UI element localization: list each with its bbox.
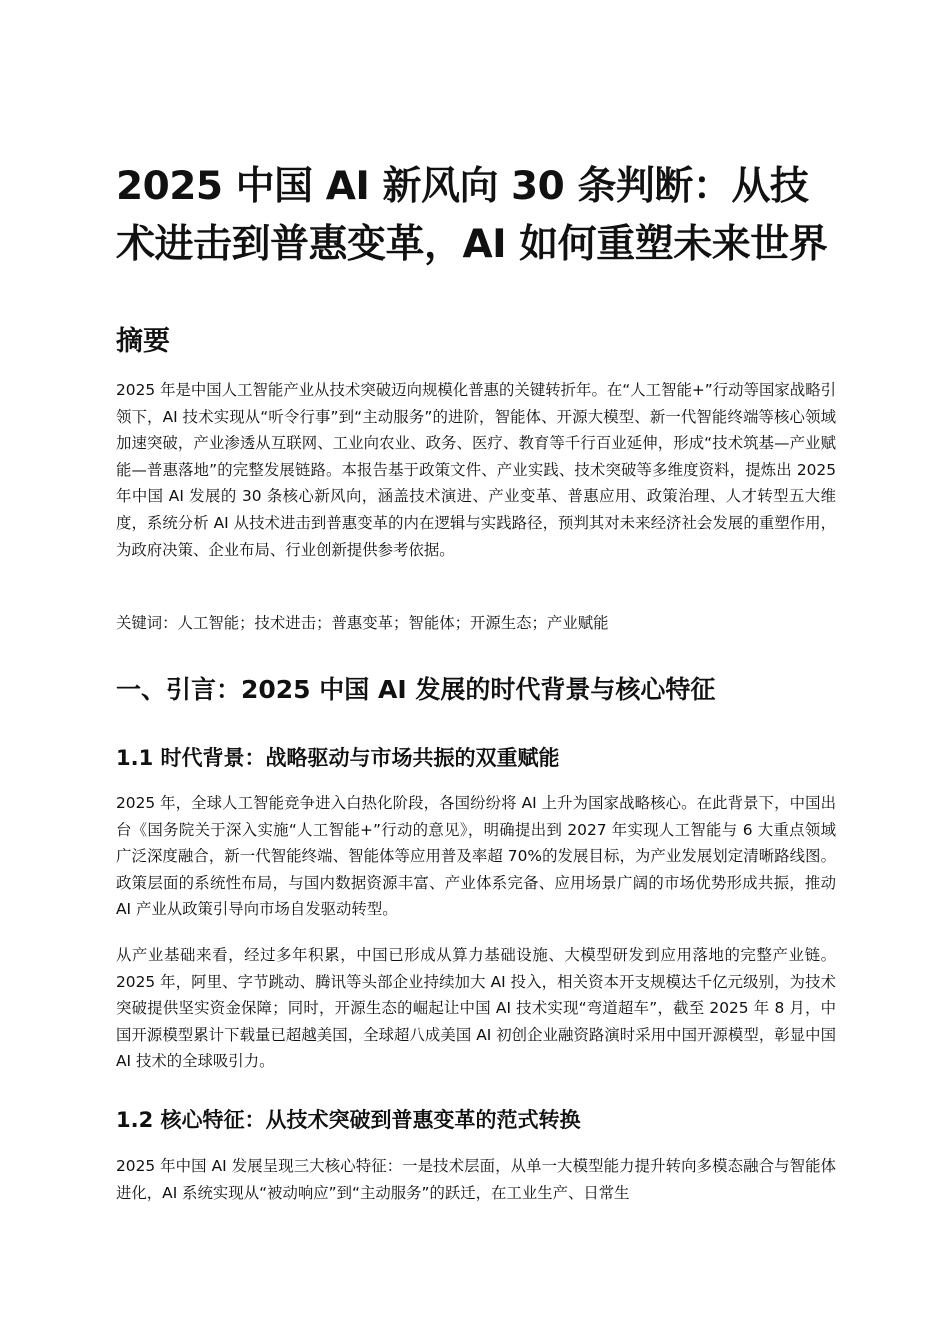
abstract-heading: 摘要 xyxy=(116,326,170,357)
section-1-1-paragraph-2: 从产业基础来看，经过多年积累，中国已形成从算力基础设施、大模型研发到应用落地的完整产业链。2025 年，阿里、字节跳动、腾讯等头部企业持续加大 AI 投入，相关资本开支规模达千亿元级别，为技术突破提供坚实资金保障；同时，开源生态的崛起让中国 AI 技术实现“弯道超车”，截至 2025 年 8 月，中国开源模型累计下载量已超越美国，全球超八成美国 AI 初创企业融资路演时采用中国开源模型，彰显中国 AI 技术的全球吸引力。 xyxy=(116,946,836,1071)
section-1-1-paragraph-1: 2025 年，全球人工智能竞争进入白热化阶段，各国纷纷将 AI 上升为国家战略核心。在此背景下，中国出台《国务院关于深入实施“人工智能+”行动的意见》，明确提出到 2027 年实现人工智能与 6 大重点领域广泛深度融合，新一代智能终端、智能体等应用普及率超 70%的发展目标，为产业发展划定清晰路线图。政策层面的系统性布局，与国内数据资源丰富、产业体系完备、应用场景广阔的市场优势形成共振，推动 AI 产业从政策引导向市场自发驱动转型。 xyxy=(116,794,836,919)
section-1-2-paragraph-1: 2025 年中国 AI 发展呈现三大核心特征：一是技术层面，从单一大模型能力提升转向多模态融合与智能体进化，AI 系统实现从“被动响应”到“主动服务”的跃迁，在工业生产、日常生 xyxy=(116,1157,836,1202)
keywords-line: 关键词：人工智能；技术进击；普惠变革；智能体；开源生态；产业赋能 xyxy=(116,614,609,632)
section-1-1-heading: 1.1 时代背景：战略驱动与市场共振的双重赋能 xyxy=(116,746,560,770)
section-1-heading: 一、引言：2025 中国 AI 发展的时代背景与核心特征 xyxy=(116,675,716,704)
section-1-2-heading: 1.2 核心特征：从技术突破到普惠变革的范式转换 xyxy=(116,1108,581,1132)
abstract-paragraph: 2025 年是中国人工智能产业从技术突破迈向规模化普惠的关键转折年。在“人工智能+”行动等国家战略引领下，AI 技术实现从“听令行事”到“主动服务”的进阶，智能体、开源大模型、新一代智能终端等核心领域加速突破，产业渗透从互联网、工业向农业、政务、医疗、教育等千行百业延伸，形成“技术筑基—产业赋能—普惠落地”的完整发展链路。本报告基于政策文件、产业实践、技术突破等多维度资料，提炼出 2025 年中国 AI 发展的 30 条核心新风向，涵盖技术演进、产业变革、普惠应用、政策治理、人才转型五大维度，系统分析 AI 从技术进击到普惠变革的内在逻辑与实践路径，预判其对未来经济社会发展的重塑作用，为政府决策、企业布局、行业创新提供参考依据。 xyxy=(116,381,836,559)
document-title: 2025 中国 AI 新风向 30 条判断：从技术进击到普惠变革，AI 如何重塑未来世界 xyxy=(116,164,828,267)
